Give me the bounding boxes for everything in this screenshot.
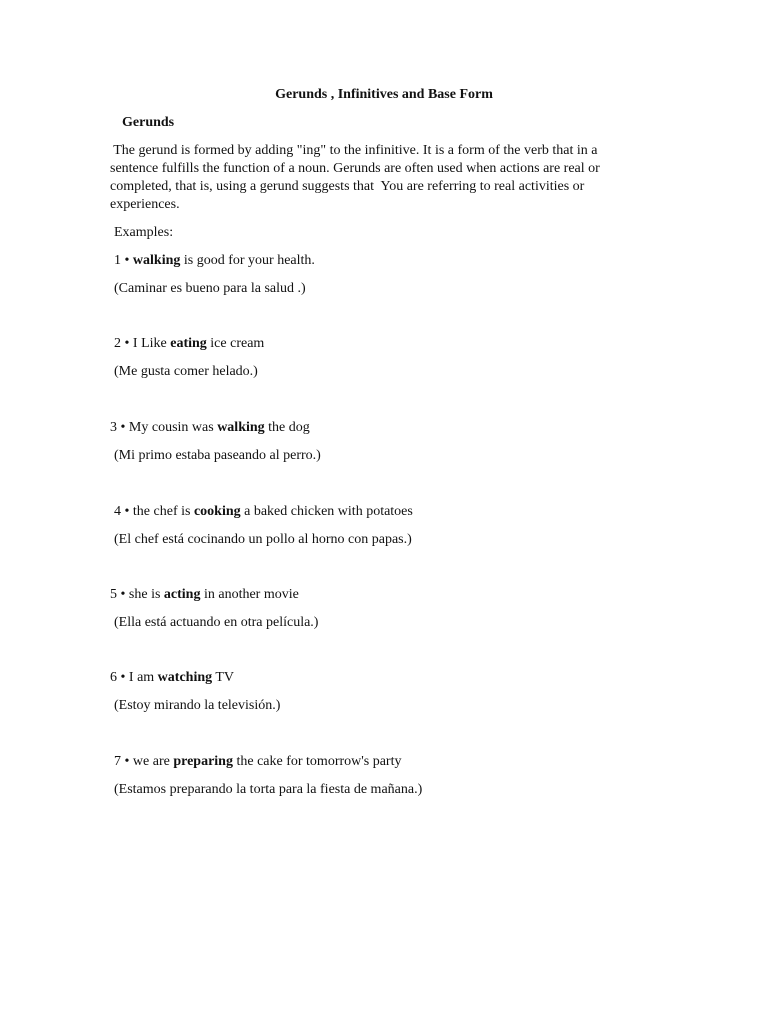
example-text-before: the chef is	[129, 504, 194, 519]
examples-label: Examples:	[114, 225, 174, 240]
example-gerund: watching	[157, 670, 213, 685]
example-translation: (Ella está actuando en otra película.)	[114, 615, 319, 630]
example-text-after: in another movie	[200, 587, 299, 602]
example-text-after: the cake for tomorrow's party	[232, 754, 402, 769]
example-sentence	[114, 503, 413, 521]
example-text-before: we are	[129, 754, 174, 769]
intro-line: The gerund is formed by adding "ing" to the infinitive. It is a form of the verb that in a	[110, 143, 598, 158]
intro-paragraph	[110, 142, 670, 214]
example-sentence	[110, 669, 234, 687]
example-number: 6 •	[110, 670, 126, 685]
example-gerund: cooking	[193, 504, 241, 519]
example-number: 2 •	[114, 336, 130, 351]
example-translation: (El chef está cocinando un pollo al horno con papas.)	[114, 532, 412, 547]
example-number: 1 •	[114, 253, 130, 268]
intro-line: completed, that is, using a gerund suggests that You are referring to real activities or	[110, 179, 585, 194]
example-text-before: I Like	[129, 336, 171, 351]
document-title: Gerunds , Infinitives and Base Form	[275, 87, 493, 102]
example-text-before: she is	[125, 587, 164, 602]
example-gerund: preparing	[173, 754, 233, 769]
example-text-after: TV	[212, 670, 235, 685]
example-number: 3 •	[110, 420, 126, 435]
example-gerund: walking	[217, 420, 265, 435]
intro-line: sentence fulfills the function of a noun. Gerunds are often used when actions are real or	[110, 161, 600, 176]
example-translation: (Me gusta comer helado.)	[114, 364, 258, 379]
example-text-after: the dog	[264, 420, 310, 435]
example-text-after: a baked chicken with potatoes	[240, 504, 413, 519]
example-gerund: walking	[132, 253, 181, 268]
section-heading-gerunds: Gerunds	[122, 115, 175, 130]
example-number: 7 •	[114, 754, 130, 769]
example-gerund: eating	[170, 336, 207, 351]
example-sentence	[114, 335, 264, 353]
example-translation: (Caminar es bueno para la salud .)	[114, 281, 306, 296]
example-translation: (Mi primo estaba paseando al perro.)	[114, 448, 321, 463]
example-translation: (Estoy mirando la televisión.)	[114, 698, 281, 713]
example-sentence	[114, 252, 315, 270]
intro-line: experiences.	[110, 197, 180, 212]
example-text-after: is good for your health.	[180, 253, 315, 268]
example-text-after: ice cream	[206, 336, 265, 351]
example-text-before: My cousin was	[125, 420, 218, 435]
example-text-before: I am	[125, 670, 158, 685]
example-sentence	[114, 753, 402, 771]
example-sentence	[110, 419, 310, 437]
example-sentence	[110, 586, 299, 604]
example-gerund: acting	[163, 587, 201, 602]
example-number: 4 •	[114, 504, 130, 519]
example-number: 5 •	[110, 587, 126, 602]
example-translation: (Estamos preparando la torta para la fiesta de mañana.)	[114, 782, 423, 797]
